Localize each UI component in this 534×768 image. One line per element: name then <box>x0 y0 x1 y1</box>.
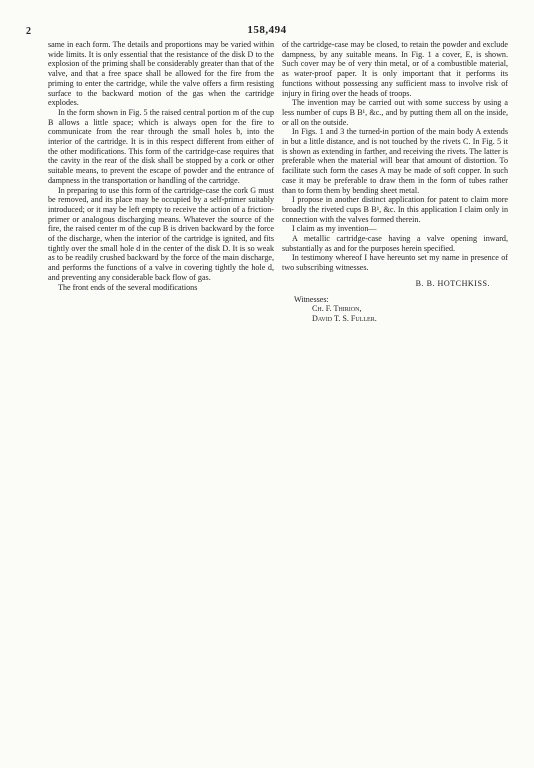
right-column <box>282 40 508 324</box>
paragraph: In the form shown in Fig. 5 the raised central portion m of the cup B allows a little space; which is always open for the fire to communicate from the rear through the small holes b, into the interior of the cartridge. It is in this respect different from either of the other modifications. This form of the cartridge-case requires that the cavity in the rear of the disk shall be stopped by a cork or other suitable means, to prevent the escape of powder and the entrance of dampness in the transportation or handling of the cartridge. <box>48 107 274 185</box>
witness-2: David T. S. Fuller. <box>312 313 377 323</box>
paragraph: same in each form. The details and proportions may be varied within wide limits. It is only essential that the resistance of the disk D to the explosion of the priming shall be considerably greater than that of the valve, and that a free space shall be allowed for the fire from the priming to enter the cartridge, while the valve offers a firm resisting surface to the backward motion of the gas when the cartridge explodes. <box>48 40 274 108</box>
paragraph: I propose in another distinct application for patent to claim more broadly the riveted cups B B¹, &c. In this application I claim only in connection with the valves formed therein. <box>282 195 508 224</box>
left-column <box>48 40 274 292</box>
witness-1: Ch. F. Thirion, <box>312 304 362 314</box>
paragraph: In Figs. 1 and 3 the turned-in portion of the main body A extends in but a little distance, and is not touched by the rivets C. In Fig. 5 it is shown as extending in farther, and receiving the rivets. The latter is preferable when the material will bear that amount of distortion. To facilitate such form the cases A may be made of soft copper. In such case it may be preferable to draw them in the form of tubes rather than to form them by bending sheet metal. <box>282 127 508 195</box>
paragraph: In preparing to use this form of the cartridge-case the cork G must be removed, and its place may be occupied by a self-primer suitably introduced; or it may be left empty to receive the action of a friction-primer or analogous discharging means. Whatever the source of the fire, the raised center m of the cup B is driven backward by the force of the discharge, when the interior of the cartridge is ignited, and fits tightly over the small hole d in the center of the disk D. It is so weak as to be readily crushed backward by the force of the main discharge, and performs the functions of a valve in covering tightly the hole d, and preventing any considerable back flow of gas. <box>48 185 274 282</box>
testimony: In testimony whereof I have hereunto set my name in presence of two subscribing witnesses. <box>282 253 508 273</box>
claim-intro: I claim as my invention— <box>292 224 377 234</box>
paragraph: of the cartridge-case may be closed, to retain the powder and exclude dampness, by any suitable means. In Fig. 1 a cover, E, is shown. Such cover may be of very thin metal, or of a combustible material, as water-proof paper. It is only important that it performs its functions without possessing any sufficient mass to involve risk of injury in firing over the heads of troops. <box>282 40 508 98</box>
witnesses-label: Witnesses: <box>294 294 329 304</box>
claim: A metallic cartridge-case having a valve opening inward, substantially as and for the purposes herein specified. <box>282 234 508 253</box>
page-number: 2 <box>26 26 31 37</box>
paragraph: The front ends of the several modifications <box>58 282 198 292</box>
paragraph: The invention may be carried out with some success by using a less number of cups B B¹, &c., and by putting them all on the inside, or all on the outside. <box>282 98 508 127</box>
signer-name: B. B. HOTCHKISS. <box>415 278 490 288</box>
patent-number: 158,494 <box>247 24 287 36</box>
